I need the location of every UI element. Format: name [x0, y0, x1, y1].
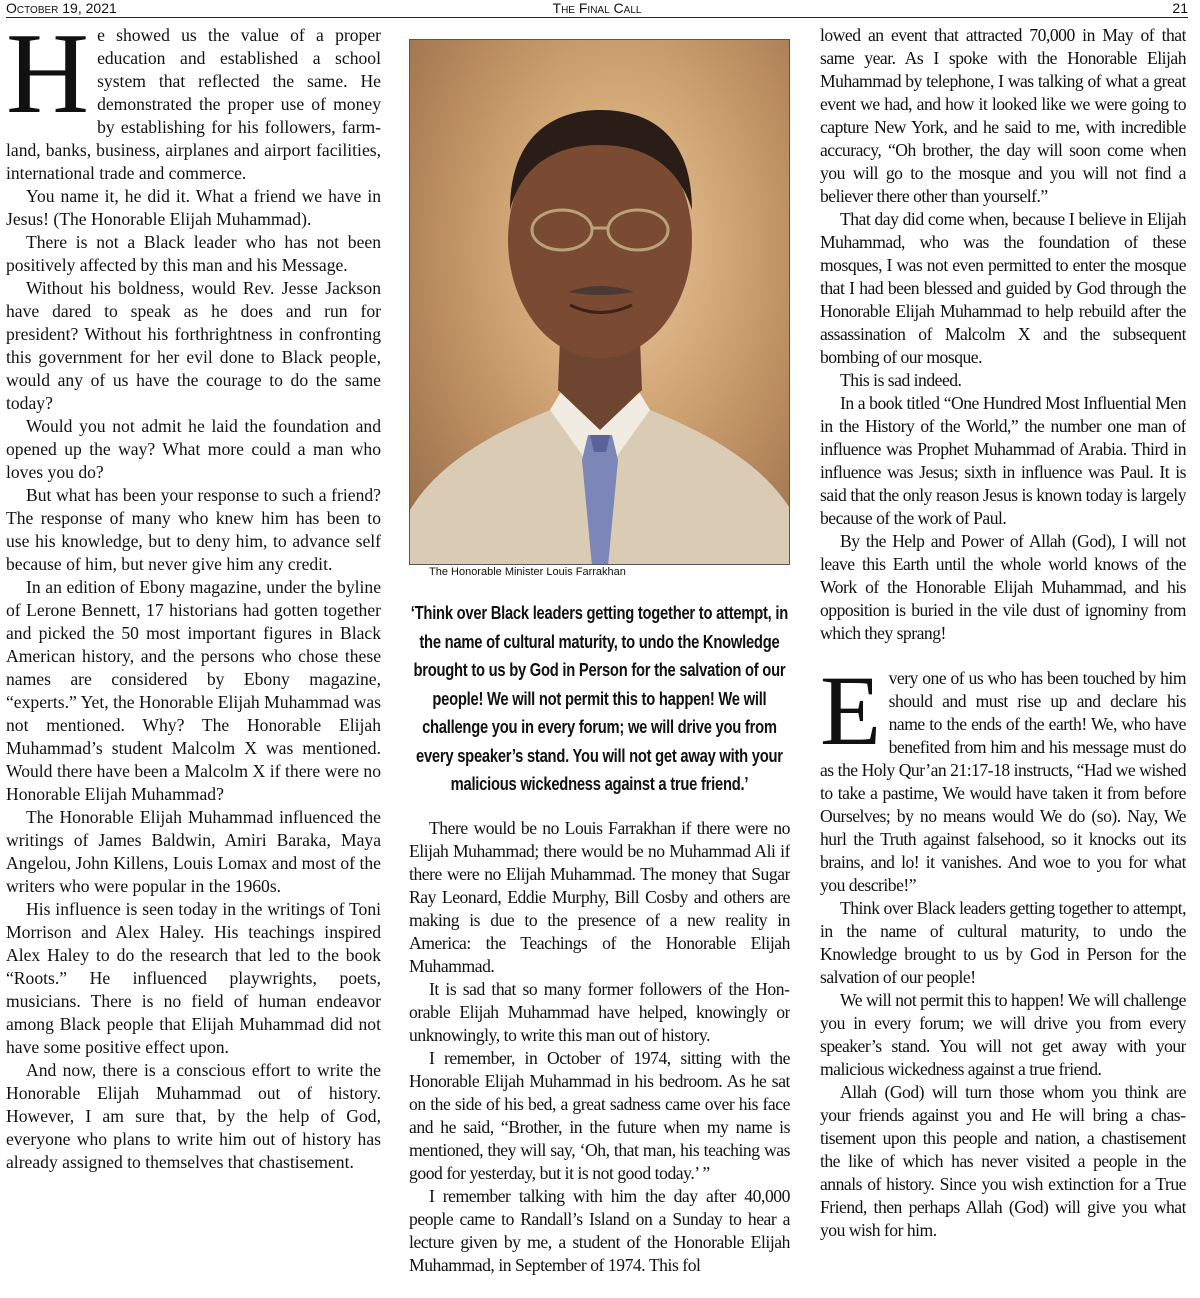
article-paragraph: There is not a Black leader who has not been positively affected by this man and his Message.: [6, 232, 381, 275]
photo-caption: The Honorable Minister Louis Farrakhan: [429, 566, 626, 578]
article-paragraph: He showed us the value of a proper education and established a school system that reflected the same. He demonstrated the proper use of money by establishing for his followers, farmland, banks, business, airplanes and airport facilities, international trade and commerce.: [6, 24, 381, 183]
article-paragraph: We will not permit this to happen! We will challenge you in every forum; we will drive you from every speaker’s stand. You will not get away with your malicious wickedness against a true friend.: [820, 990, 1186, 1079]
article-paragraph: By the Help and Power of Allah (God), I will not leave this Earth until the whole world knows of the Work of the Honorable Elijah Muhammad, and his opposition is buried in the vile dust of ignominy from which they sprang!: [820, 531, 1186, 643]
article-column-2: [409, 24, 790, 1296]
article-paragraph: That day did come when, because I believe in Elijah Muhammad, who was the foundation of these mosques, I was not even permitted to enter the mosque that I had been blessed and guided by God through the Honorable Elijah Muhammad to help rebuild after the assassination of Malcolm X and the subsequent bombing of our mosque.: [820, 209, 1186, 367]
article-paragraph: Without his boldness, would Rev. Jesse Jackson have dared to speak as he does and run for president? Without his forthrightness in confronting this government for her evil done to Black people, would any of us have the courage to do the same today?: [6, 278, 381, 413]
article-paragraph: I remember talking with him the day after 40,000 people came to Randall’s Island on a Sunday to hear a lecture given by me, a student of the Honorable Elijah Muhammad, in September of 1974. This fol: [409, 1185, 790, 1275]
article-paragraph: But what has been your response to such a friend? The response of many who knew him has been to use his knowledge, but to deny him, to advance self because of him, but never give him any credit.: [6, 485, 381, 574]
issue-date: October 19, 2021: [6, 0, 117, 16]
article-paragraph: lowed an event that attracted 70,000 in May of that same year. As I spoke with the Honorable Elijah Muhammad by telephone, I was talking of what a great event we had, and how it looked like we were going to capture New York, and he said to me, with incredible accuracy, “Oh brother, the day will soon come when you will go to the mosque and you will not find a believer there other than yourself.”: [820, 25, 1186, 206]
article-paragraph: Think over Black leaders getting together to attempt, in the name of cultural maturity, to undo the Knowledge brought to us by God in Person for the salvation of our people!: [820, 898, 1186, 987]
article-paragraph: In a book titled “One Hundred Most Influential Men in the History of the World,” the number one man of influence was Prophet Muhammad of Arabia. Third in influence was Jesus; sixth in influence was Paul. It is said that the only reason Jesus is known today is largely because of the work of Paul.: [820, 393, 1186, 528]
article-paragraph: I remember, in October of 1974, sitting with the Honorable Elijah Muhammad in his bedroom. As he sat on the side of his bed, a great sadness came over his face and he said, “Brother, in the future when my name is mentioned, they will say, ‘Oh, that man, his teaching was good for yesterday, but it is not good today.’ ”: [409, 1047, 790, 1183]
article-paragraph: The Honorable Elijah Muhammad influenced the writings of James Baldwin, Amiri Baraka, Maya Angelou, John Killens, Louis Lomax and most of the writers who were popular in the 1960s.: [6, 807, 381, 896]
article-paragraph: Would you not admit he laid the foundation and opened up the way? What more could a man who loves you do?: [6, 416, 381, 482]
article-paragraph: There would be no Louis Farrakhan if there were no Elijah Muhammad; there would be no Muhammad Ali if there were no Elijah Muhammad. The money that Sugar Ray Leonard, Eddie Murphy, Bill Cosby and others are making is due to the presence of a new reality in America: the Teachings of the Honorable Elijah Muhammad.: [409, 817, 790, 976]
article-paragraph: Allah (God) will turn those whom you think are your friends against you and He will bring a chastisement upon this people and nation, a chastisement the like of which has never visited a people in the annals of history. Since you wish extinction for a True Friend, then perhaps Allah (God) will give you what you wish for him.: [820, 1082, 1186, 1240]
article-paragraph: This is sad indeed.: [840, 370, 962, 390]
article-paragraph: His influence is seen today in the writings of Toni Morrison and Alex Haley. His teachings inspired Alex Haley to do the research that led to the book “Roots.” He influenced playwrights, poets, musicians. There is no field of human endeavor among Black people that Elijah Muhammad did not have some positive effect upon.: [6, 899, 381, 1057]
portrait-photo: [409, 39, 790, 565]
page-number: 21: [1172, 0, 1188, 16]
article-paragraph: You name it, he did it. What a friend we have in Jesus! (The Honorable Elijah Muhammad).: [6, 186, 381, 229]
article-column-1: [6, 24, 381, 1296]
page-header: [6, 0, 1188, 18]
drop-cap: H: [6, 24, 90, 137]
article-column-3: [820, 24, 1186, 1296]
article-paragraph: It is sad that so many former followers of the Honorable Elijah Muhammad have helped, knowingly or unknowingly, to write this man out of history.: [409, 978, 790, 1045]
article-paragraph: And now, there is a conscious effort to write the Honorable Elijah Muhammad out of history. However, I am sure that, by the help of God, everyone who plans to write him out of history has already assigned to themselves that chastisement.: [6, 1060, 381, 1172]
pull-quote: ‘Think over Black leaders getting together to attempt, in the name of cultural maturity, to undo the Knowledge brought to us by God in Person for the salvation of our people! We will not permit this to happen! We will challenge you in every forum; we will drive you from every speaker’s stand. You will not get away with your malicious wickedness against a true friend.’: [410, 603, 789, 794]
publication-name: The Final Call: [552, 0, 642, 16]
drop-cap: E: [820, 655, 881, 766]
article-paragraph: Every one of us who has been touched by him should and must rise up and declare his name to the ends of the earth! We, who have benefited from him and his message must do as the Holy Qur’an 21:17-18 instructs, “Had we wished to take a pastime, We would have taken it from before Ourselves; by no means would We do (so). Nay, We hurl the Truth against falsehood, so it knocks out its brains, and lo! it vanishes. And woe to you for what you describe!”: [820, 655, 1186, 895]
article-paragraph: In an edition of Ebony magazine, under the byline of Lerone Bennett, 17 historians had gotten together and picked the 50 most important figures in Black American history, and the persons who chose these names are considered by Ebony magazine, “experts.” Yet, the Honorable Elijah Muhammad was not mentioned. Why? The Honorable Elijah Muhammad’s student Malcolm X was mentioned. Would there have been a Malcolm X if there were no Honorable Elijah Muhammad?: [6, 577, 381, 804]
